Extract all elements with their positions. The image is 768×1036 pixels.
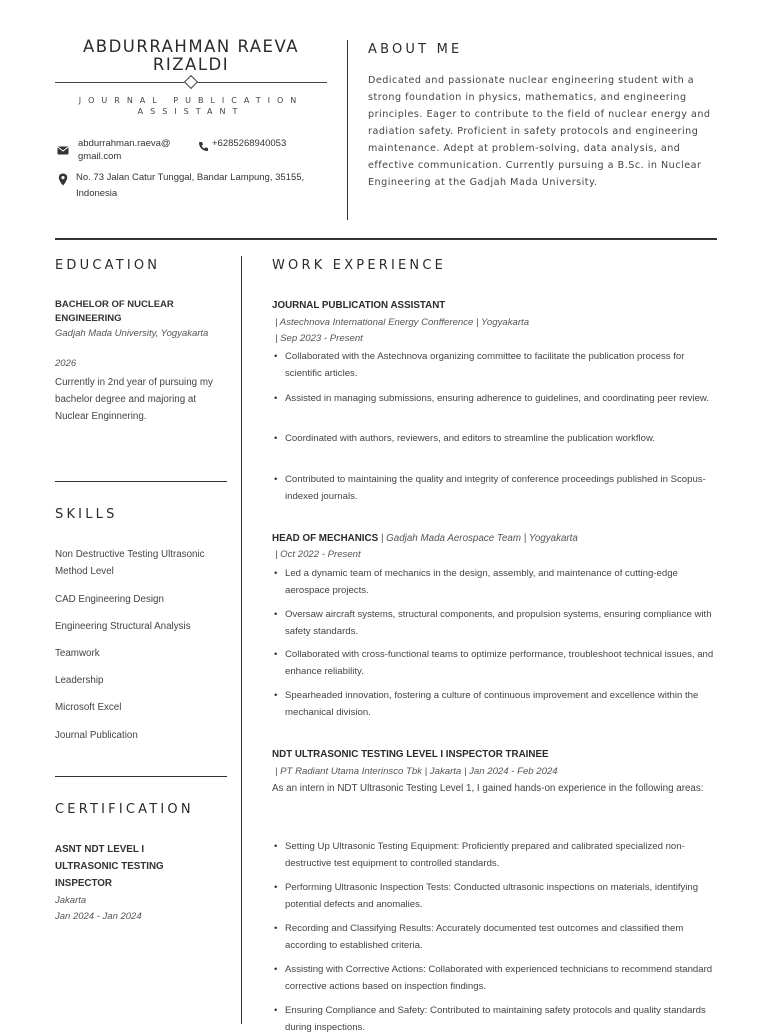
job-dates: | Sep 2023 - Present: [275, 333, 363, 344]
education-year: 2026: [55, 358, 77, 369]
header-divider: [55, 238, 717, 240]
job-title: JOURNAL PUBLICATION ASSISTANT: [272, 300, 446, 311]
education-title: EDUCATION: [55, 258, 161, 273]
certification-dates: Jan 2024 - Jan 2024: [55, 911, 142, 922]
skill-item: Microsoft Excel: [55, 702, 122, 713]
job-bullet: • Recording and Classifying Results: Accurately documented test outcomes and classified them according to established criteria.: [274, 920, 719, 954]
skill-item: Journal Publication: [55, 730, 138, 741]
education-degree: BACHELOR OF NUCLEAR ENGINEERING: [55, 299, 174, 324]
job-bullet: • Setting Up Ultrasonic Testing Equipment: Proficiently prepared and calibrated specialized non-destructive test equipment to controlled standards.: [274, 838, 719, 872]
main-vertical-divider: [241, 256, 242, 1024]
email-text[interactable]: abdurrahman.raeva@ gmail.com: [78, 138, 171, 162]
certification-location: Jakarta: [55, 895, 87, 906]
skills-divider: [55, 776, 227, 777]
job-title: [272, 532, 578, 546]
skill-item: Leadership: [55, 675, 104, 686]
skill-item: Teamwork: [55, 648, 100, 659]
job-organization: | PT Radiant Utama Interinsco Tbk | Jakarta | Jan 2024 - Feb 2024: [275, 766, 558, 777]
header-vertical-divider: [347, 40, 348, 220]
job-bullet: • Assisted in managing submissions, ensuring adherence to guidelines, and coordinating peer review.: [274, 390, 719, 407]
envelope-icon: [57, 140, 69, 159]
address-text: No. 73 Jalan Catur Tunggal, Bandar Lampung, 35155, Indonesia: [76, 172, 305, 199]
job-bullet: • Collaborated with the Astechnova organizing committee to facilitate the publication process for scientific articles.: [274, 348, 719, 382]
location-pin-icon: [58, 171, 68, 190]
about-text: Dedicated and passionate nuclear engineering student with a strong foundation in physics, mathematics, and engineering principles. Eager to contribute to the field of nuclear energy and radiation safety. Proficient in safety protocols and engineering maintenance. Adept at problem-solving, data analysis, and effective communication. Currently pursuing a B.Sc. in Nuclear Engineering at the Gadjah Mada University.: [368, 75, 711, 188]
job-bullet: • Oversaw aircraft systems, structural components, and propulsion systems, ensuring compliance with safety standards.: [274, 606, 719, 640]
job-bullet: • Coordinated with authors, reviewers, and editors to streamline the publication workflow.: [274, 430, 719, 447]
skill-item: CAD Engineering Design: [55, 594, 164, 605]
candidate-name: ABDURRAHMAN RAEVA RIZALDI: [83, 37, 299, 74]
about-title: ABOUT ME: [368, 42, 463, 57]
skill-item: Non Destructive Testing Ultrasonic Method Level: [55, 549, 205, 577]
job-bullet: • Assisting with Corrective Actions: Collaborated with experienced technicians to recommend standard corrective actions based on inspection findings.: [274, 961, 719, 995]
job-bullet: • Ensuring Compliance and Safety: Contributed to maintaining safety protocols and quality standards during inspections.: [274, 1002, 719, 1036]
diamond-ornament-icon: [184, 75, 198, 89]
job-bullet: • Spearheaded innovation, fostering a culture of continuous improvement and excellence within the mechanical division.: [274, 687, 719, 721]
job-bullet: • Led a dynamic team of mechanics in the design, assembly, and maintenance of cutting-edge aerospace projects.: [274, 565, 719, 599]
job-bullet: • Performing Ultrasonic Inspection Tests: Conducted ultrasonic inspections on materials, identifying potential defects and anomalies.: [274, 879, 719, 913]
job-organization: | Gadjah Mada Aerospace Team | Yogyakarta: [380, 533, 578, 544]
job-bullet: • Collaborated with cross-functional teams to optimize performance, troubleshoot technical issues, and enhance reliability.: [274, 646, 719, 680]
phone-text[interactable]: +6285268940053: [212, 138, 287, 149]
job-organization: | Astechnova International Energy Confference | Yogyakarta: [275, 317, 530, 328]
candidate-job-title: JOURNAL PUBLICATION ASSISTANT: [78, 96, 304, 116]
education-description: Currently in 2nd year of pursuing my bachelor degree and majoring at Nuclear Enginnering.: [55, 377, 213, 422]
phone-icon: [198, 137, 209, 156]
certification-name: ASNT NDT LEVEL I ULTRASONIC TESTING INSPECTOR: [55, 844, 164, 889]
skill-item: Engineering Structural Analysis: [55, 621, 191, 632]
skills-title: SKILLS: [55, 507, 118, 522]
job-bullet: • Contributed to maintaining the quality and integrity of conference proceedings published in Scopus-indexed journals.: [274, 471, 719, 505]
job-dates: | Oct 2022 - Present: [275, 549, 361, 560]
job-title-text: HEAD OF MECHANICS: [272, 533, 379, 544]
job-intro: As an intern in NDT Ultrasonic Testing Level 1, I gained hands-on experience in the following areas:: [272, 783, 704, 794]
job-title: NDT ULTRASONIC TESTING LEVEL I INSPECTOR TRAINEE: [272, 749, 549, 760]
education-school: Gadjah Mada University, Yogyakarta: [55, 328, 209, 339]
education-divider: [55, 481, 227, 482]
work-title: WORK EXPERIENCE: [272, 258, 447, 273]
certification-title: CERTIFICATION: [55, 802, 194, 817]
